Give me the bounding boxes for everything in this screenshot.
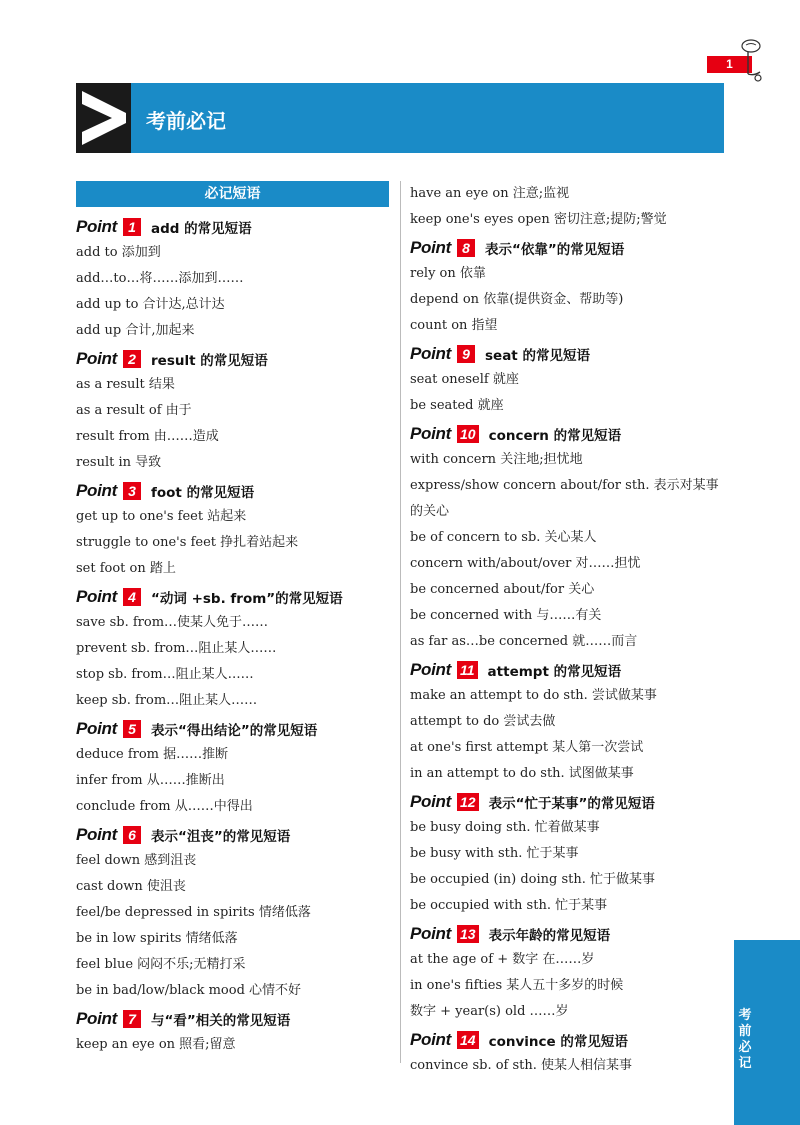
header-title: 考前必记: [146, 109, 226, 133]
phrase-item: keep an eye on 照看;留意: [76, 1037, 236, 1052]
point-title: concern 的常见短语: [488, 428, 622, 444]
chevron-right-icon: [76, 83, 131, 153]
column-divider: [400, 181, 401, 1063]
phrase-item: in one's fifties 某人五十多岁的时候: [410, 978, 624, 993]
point-number: 2: [123, 350, 141, 368]
phrase-item: result in 导致: [76, 455, 162, 470]
phrase-item: struggle to one's feet 挣扎着站起来: [76, 535, 299, 550]
point-heading: [410, 657, 730, 683]
phrase-item: keep one's eyes open 密切注意;提防;警觉: [410, 212, 667, 227]
point-label: Point: [410, 660, 451, 679]
phrase-item: be busy doing sth. 忙着做某事: [410, 820, 600, 835]
phrase-item: be busy with sth. 忙于某事: [410, 846, 579, 861]
point-title: “动词 +sb. from”的常见短语: [151, 591, 343, 607]
point-title: 表示“忙于某事”的常见短语: [488, 796, 655, 812]
phrase-item: as far as…be concerned 就……而言: [410, 634, 638, 649]
phrase-item: keep sb. from…阻止某人……: [76, 693, 258, 708]
point-number: 7: [123, 1010, 141, 1028]
phrase-item: as a result of 由于: [76, 403, 192, 418]
phrase-item: be in low spirits 情绪低落: [76, 931, 238, 946]
point-title: 表示年龄的常见短语: [488, 928, 611, 944]
phrase-item: 的关心: [410, 504, 450, 519]
point-number: 4: [123, 588, 141, 606]
point-number: 11: [457, 661, 478, 679]
phrase-item: add up 合计,加起来: [76, 323, 195, 338]
point-number: 9: [457, 345, 475, 363]
phrase-item: be occupied (in) doing sth. 忙于做某事: [410, 872, 656, 887]
header-banner: [76, 83, 724, 153]
phrase-item: stop sb. from…阻止某人……: [76, 667, 254, 682]
phrase-item: depend on 依靠(提供资金、帮助等): [410, 292, 624, 307]
phrase-item: have an eye on 注意;监视: [410, 186, 570, 201]
point-number: 6: [123, 826, 141, 844]
point-number: 3: [123, 482, 141, 500]
point-label: Point: [76, 587, 117, 606]
right-column: [410, 181, 730, 1079]
point-number: 13: [457, 925, 479, 943]
point-heading: [410, 789, 730, 815]
phrase-item: as a result 结果: [76, 377, 175, 392]
section-title: 必记短语: [76, 181, 389, 207]
phrase-item: infer from 从……推断出: [76, 773, 225, 788]
point-number: 1: [123, 218, 141, 236]
point-label: Point: [76, 719, 117, 738]
phrase-item: with concern 关注地;担忧地: [410, 452, 583, 467]
point-title: 表示“得出结论”的常见短语: [151, 723, 318, 739]
point-number: 5: [123, 720, 141, 738]
point-title: 与“看”相关的常见短语: [151, 1013, 291, 1029]
phrase-item: at the age of + 数字 在……岁: [410, 952, 595, 967]
point-label: Point: [76, 217, 117, 236]
phrase-item: make an attempt to do sth. 尝试做某事: [410, 688, 657, 703]
phrase-item: 数字 + year(s) old ……岁: [410, 1004, 569, 1019]
point-title: result 的常见短语: [151, 353, 268, 369]
side-tab-char: 考: [738, 1008, 752, 1023]
phrase-item: rely on 依靠: [410, 266, 486, 281]
phrase-item: save sb. from…使某人免于……: [76, 615, 269, 630]
phrase-item: add…to…将……添加到……: [76, 271, 244, 286]
point-number: 14: [457, 1031, 479, 1049]
point-number: 12: [457, 793, 479, 811]
phrase-item: be of concern to sb. 关心某人: [410, 530, 597, 545]
point-heading: [76, 478, 389, 504]
point-number: 8: [457, 239, 475, 257]
point-heading: [410, 1027, 730, 1053]
point-title: seat 的常见短语: [485, 348, 590, 364]
phrase-item: cast down 使沮丧: [76, 879, 186, 894]
point-heading: [410, 421, 730, 447]
phrase-item: deduce from 据……推断: [76, 747, 229, 762]
side-tab-char: 必: [738, 1040, 752, 1055]
point-label: Point: [76, 349, 117, 368]
phrase-item: convince sb. of sth. 使某人相信某事: [410, 1058, 633, 1073]
phrase-item: result from 由……造成: [76, 429, 219, 444]
point-label: Point: [410, 424, 451, 443]
point-heading: [76, 1006, 389, 1032]
point-title: attempt 的常见短语: [487, 664, 622, 680]
point-label: Point: [76, 1009, 117, 1028]
phrase-item: get up to one's feet 站起来: [76, 509, 247, 524]
phrase-item: in an attempt to do sth. 试图做某事: [410, 766, 634, 781]
mascot-icon: [738, 38, 768, 86]
phrase-item: feel down 感到沮丧: [76, 853, 197, 868]
phrase-item: be seated 就座: [410, 398, 504, 413]
point-label: Point: [410, 1030, 451, 1049]
phrase-item: conclude from 从……中得出: [76, 799, 253, 814]
phrase-item: express/show concern about/for sth. 表示对某事: [410, 478, 719, 493]
side-tab-char: 前: [738, 1024, 752, 1039]
point-heading: [76, 822, 389, 848]
phrase-item: seat oneself 就座: [410, 372, 519, 387]
point-label: Point: [76, 825, 117, 844]
point-title: add 的常见短语: [151, 221, 252, 237]
point-heading: [410, 235, 730, 261]
phrase-item: feel/be depressed in spirits 情绪低落: [76, 905, 311, 920]
phrase-item: prevent sb. from…阻止某人……: [76, 641, 277, 656]
phrase-item: be in bad/low/black mood 心情不好: [76, 983, 302, 998]
point-label: Point: [410, 238, 451, 257]
phrase-item: attempt to do 尝试去做: [410, 714, 556, 729]
phrase-item: at one's first attempt 某人第一次尝试: [410, 740, 644, 755]
side-tab-char: 记: [738, 1056, 752, 1071]
point-label: Point: [410, 924, 451, 943]
phrase-item: add to 添加到: [76, 245, 161, 260]
left-column: [76, 181, 389, 1058]
point-label: Point: [410, 792, 451, 811]
point-heading: [410, 921, 730, 947]
point-title: foot 的常见短语: [151, 485, 255, 501]
point-heading: [410, 341, 730, 367]
phrase-item: be concerned with 与……有关: [410, 608, 602, 623]
side-tab-label: [735, 1008, 755, 1072]
point-heading: [76, 214, 389, 240]
point-heading: [76, 584, 389, 610]
phrase-item: be concerned about/for 关心: [410, 582, 595, 597]
phrase-item: be occupied with sth. 忙于某事: [410, 898, 608, 913]
point-title: convince 的常见短语: [488, 1034, 628, 1050]
phrase-item: feel blue 闷闷不乐;无精打采: [76, 957, 246, 972]
page-number: 1: [707, 56, 752, 73]
point-title: 表示“依靠”的常见短语: [485, 242, 625, 258]
phrase-item: add up to 合计达,总计达: [76, 297, 225, 312]
point-number: 10: [457, 425, 479, 443]
point-heading: [76, 346, 389, 372]
point-heading: [76, 716, 389, 742]
point-label: Point: [410, 344, 451, 363]
point-title: 表示“沮丧”的常见短语: [151, 829, 291, 845]
phrase-item: count on 指望: [410, 318, 498, 333]
point-label: Point: [76, 481, 117, 500]
phrase-item: set foot on 踏上: [76, 561, 176, 576]
phrase-item: concern with/about/over 对……担忧: [410, 556, 641, 571]
